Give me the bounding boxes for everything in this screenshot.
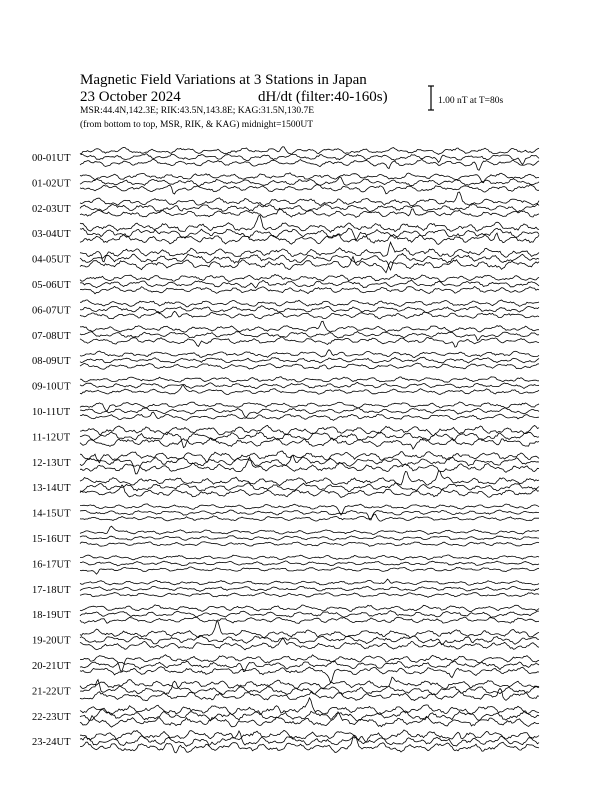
- trace-rik-hour-19: [80, 635, 539, 644]
- hour-label: 08-09UT: [32, 356, 71, 368]
- hour-label: 09-10UT: [32, 381, 71, 393]
- hour-label: 03-04UT: [32, 229, 71, 241]
- hour-label: 21-22UT: [32, 686, 71, 698]
- trace-kag-hour-18: [80, 617, 539, 623]
- trace-kag-hour-4: [80, 257, 539, 273]
- trace-rik-hour-11: [80, 432, 539, 448]
- hour-label: 22-23UT: [32, 711, 71, 723]
- hour-label: 12-13UT: [32, 457, 71, 469]
- trace-rik-hour-4: [80, 254, 539, 271]
- trace-msr-hour-22: [80, 698, 539, 715]
- hour-label: 13-14UT: [32, 483, 71, 495]
- trace-kag-hour-5: [80, 286, 539, 293]
- trace-msr-hour-2: [80, 192, 539, 206]
- station-order-note: (from bottom to top, MSR, RIK, & KAG) midnight=1500UT: [80, 120, 314, 130]
- trace-rik-hour-20: [80, 661, 539, 672]
- trace-rik-hour-8: [80, 357, 539, 363]
- chart-title: Magnetic Field Variations at 3 Stations in Japan: [80, 72, 367, 88]
- trace-rik-hour-17: [80, 586, 539, 591]
- hour-label: 01-02UT: [32, 178, 71, 190]
- trace-msr-hour-19: [80, 622, 539, 639]
- scale-bar-label: 1.00 nT at T=80s: [438, 96, 504, 106]
- trace-rik-hour-14: [80, 510, 539, 520]
- trace-msr-hour-9: [80, 377, 539, 383]
- station-coordinates: MSR:44.4N,142.3E; RIK:43.5N,143.8E; KAG:31.5N,130.7E: [80, 106, 315, 116]
- scale-bar: [428, 86, 434, 110]
- chart-quantity: dH/dt (filter:40-160s): [258, 89, 388, 105]
- trace-kag-hour-0: [80, 159, 539, 170]
- hour-label: 10-11UT: [32, 407, 71, 418]
- trace-msr-hour-13: [80, 471, 539, 486]
- trace-msr-hour-18: [80, 605, 539, 612]
- trace-msr-hour-3: [80, 215, 539, 232]
- hour-label: 14-15UT: [32, 508, 71, 520]
- hour-label: 20-21UT: [32, 661, 71, 672]
- trace-msr-hour-8: [80, 350, 539, 358]
- trace-msr-hour-17: [80, 579, 539, 585]
- trace-kag-hour-13: [80, 485, 539, 498]
- trace-rik-hour-9: [80, 382, 539, 388]
- trace-kag-hour-15: [80, 542, 539, 547]
- hour-label: 23-24UT: [32, 737, 71, 749]
- trace-msr-hour-4: [80, 242, 539, 262]
- hour-label: 06-07UT: [32, 305, 71, 317]
- hour-label: 17-18UT: [32, 584, 71, 596]
- hour-label: 15-16UT: [32, 534, 71, 545]
- hour-label: 19-20UT: [32, 635, 71, 647]
- chart-date: 23 October 2024: [80, 89, 181, 105]
- trace-kag-hour-8: [80, 363, 539, 369]
- hour-label: 07-08UT: [32, 330, 71, 342]
- hour-label: 04-05UT: [32, 254, 71, 266]
- trace-msr-hour-23: [80, 730, 539, 742]
- trace-kag-hour-14: [80, 514, 539, 521]
- trace-rik-hour-15: [80, 536, 539, 541]
- trace-rik-hour-6: [80, 306, 539, 313]
- trace-msr-hour-21: [80, 677, 539, 689]
- hour-label: 00-01UT: [32, 153, 71, 164]
- trace-kag-hour-3: [80, 233, 539, 244]
- trace-msr-hour-16: [80, 555, 539, 560]
- trace-rik-hour-5: [80, 280, 539, 288]
- hour-label: 16-17UT: [32, 559, 71, 571]
- trace-msr-hour-6: [80, 300, 539, 307]
- trace-kag-hour-6: [80, 311, 539, 319]
- trace-rik-hour-12: [80, 455, 539, 474]
- trace-kag-hour-17: [80, 592, 539, 597]
- hour-label: 11-12UT: [32, 432, 71, 444]
- trace-kag-hour-20: [80, 667, 539, 683]
- trace-kag-hour-1: [80, 185, 539, 195]
- trace-kag-hour-11: [80, 438, 539, 449]
- hour-label: 05-06UT: [32, 280, 71, 291]
- trace-msr-hour-20: [80, 655, 539, 671]
- trace-rik-hour-16: [80, 561, 539, 566]
- trace-msr-hour-5: [80, 274, 539, 282]
- trace-msr-hour-7: [80, 321, 539, 332]
- hour-rows: [32, 147, 539, 753]
- hour-label: 02-03UT: [32, 203, 71, 215]
- trace-kag-hour-16: [80, 567, 539, 574]
- trace-msr-hour-0: [80, 147, 539, 155]
- hour-label: 18-19UT: [32, 610, 71, 622]
- trace-msr-hour-15: [80, 526, 539, 534]
- trace-kag-hour-7: [80, 337, 539, 347]
